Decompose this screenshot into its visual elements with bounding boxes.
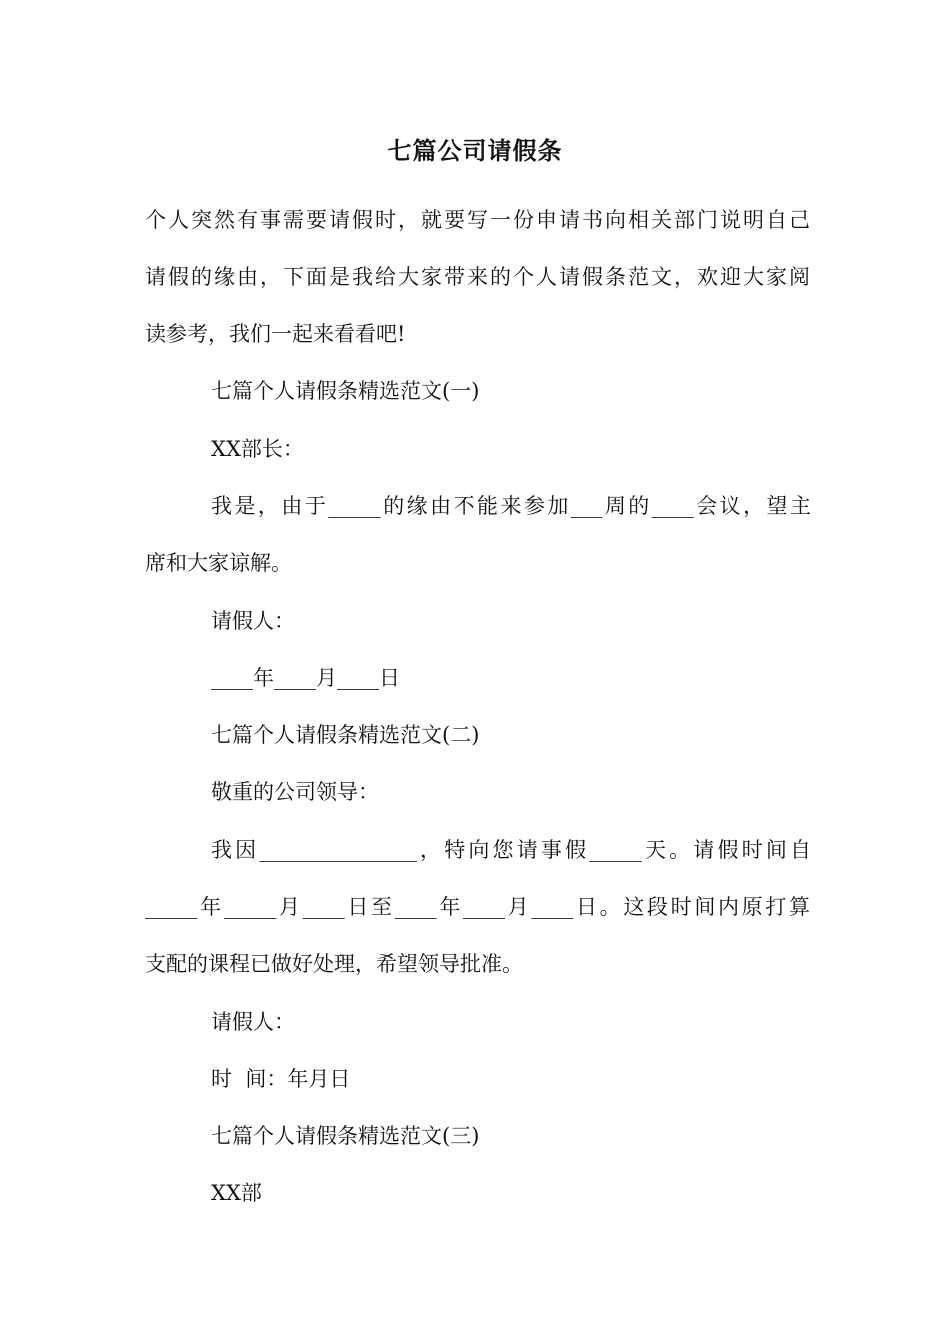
page-title: 七篇公司请假条 bbox=[387, 136, 563, 165]
section-3-salutation: XX部 bbox=[211, 1181, 262, 1205]
section-2-salutation: 敬重的公司领导： bbox=[211, 780, 379, 804]
section-2-heading: 七篇个人请假条精选范文(二) bbox=[211, 723, 480, 747]
section-2-body-line-3: 支配的课程已做好处理，希望领导批准。 bbox=[145, 952, 523, 976]
section-1-salutation: XX部长： bbox=[211, 437, 304, 461]
section-1-signature: 请假人： bbox=[211, 609, 295, 633]
section-1-body-line-2: 席和大家谅解。 bbox=[145, 551, 292, 575]
section-2-body-line-1: 我因_______________，特向您请事假_____天。请假时间自 bbox=[211, 838, 811, 862]
section-1-body-line-1: 我是，由于_____的缘由不能来参加___周的____会议，望主 bbox=[211, 494, 811, 518]
intro-line-3: 读参考，我们一起来看看吧! bbox=[145, 322, 406, 346]
section-1-date: ____年____月____日 bbox=[211, 666, 400, 690]
section-2-date: 时 间：年月日 bbox=[211, 1067, 351, 1091]
intro-line-2: 请假的缘由，下面是我给大家带来的个人请假条范文，欢迎大家阅 bbox=[145, 265, 810, 289]
section-1-heading: 七篇个人请假条精选范文(一) bbox=[211, 379, 480, 403]
intro-line-1: 个人突然有事需要请假时，就要写一份申请书向相关部门说明自己 bbox=[145, 208, 810, 232]
section-2-body-line-2: _____年_____月____日至____年____月____日。这段时间内原打算 bbox=[145, 895, 810, 919]
section-3-heading: 七篇个人请假条精选范文(三) bbox=[211, 1124, 480, 1148]
section-2-signature: 请假人： bbox=[211, 1010, 295, 1034]
